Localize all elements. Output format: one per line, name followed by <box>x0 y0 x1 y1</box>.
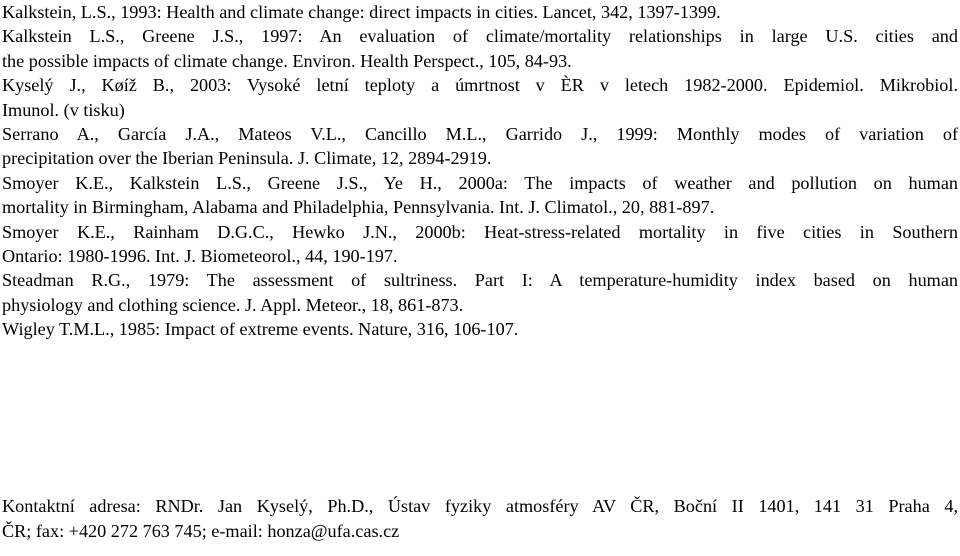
reference-line: Steadman R.G., 1979: The assessment of sultriness. Part I: A temperature-humidity index based on human <box>2 270 958 291</box>
reference-line: Kalkstein, L.S., 1993: Health and climate change: direct impacts in cities. Lancet, 342, 1397-1399. <box>2 2 721 22</box>
contact-line: Kontaktní adresa: RNDr. Jan Kyselý, Ph.D., Ústav fyziky atmosféry AV ČR, Boční II 1401, 141 31 Praha 4, <box>2 496 958 516</box>
contact-address <box>2 494 958 544</box>
reference-line: Imunol. (v tisku) <box>2 99 125 120</box>
reference-line: Smoyer K.E., Kalkstein L.S., Greene J.S., Ye H., 2000a: The impacts of weather and pollution on human <box>2 172 958 193</box>
reference-line: Wigley T.M.L., 1985: Impact of extreme events. Nature, 316, 106-107. <box>2 319 519 340</box>
reference-line: Kyselý J., Køíž B., 2003: Vysoké letní teploty a úmrtnost v ÈR v letech 1982-2000. Epidemiol. Mikrobiol. <box>2 75 958 96</box>
reference-line: Kalkstein L.S., Greene J.S., 1997: An evaluation of climate/mortality relationships in large U.S. cities and <box>2 26 958 47</box>
reference-entry <box>2 171 958 220</box>
reference-list <box>2 0 958 342</box>
reference-entry <box>2 268 958 317</box>
reference-entry <box>2 73 958 122</box>
reference-line: the possible impacts of climate change. Environ. Health Perspect., 105, 84-93. <box>2 50 572 71</box>
reference-entry <box>2 24 958 73</box>
reference-line: Serrano A., García J.A., Mateos V.L., Cancillo M.L., Garrido J., 1999: Monthly modes of variation of <box>2 124 958 145</box>
reference-line: Ontario: 1980-1996. Int. J. Biometeorol., 44, 190-197. <box>2 246 398 267</box>
reference-entry <box>2 0 958 24</box>
reference-line: Smoyer K.E., Rainham D.G.C., Hewko J.N., 2000b: Heat-stress-related mortality in five cities in Southern <box>2 221 958 242</box>
contact-line: ČR; fax: +420 272 763 745; e-mail: honza@ufa.cas.cz <box>2 521 400 541</box>
reference-entry <box>2 317 958 341</box>
reference-entry <box>2 220 958 269</box>
reference-entry <box>2 122 958 171</box>
reference-line: mortality in Birmingham, Alabama and Philadelphia, Pennsylvania. Int. J. Climatol., 20, 881-897. <box>2 197 715 218</box>
reference-line: physiology and clothing science. J. Appl. Meteor., 18, 861-873. <box>2 294 464 315</box>
reference-line: precipitation over the Iberian Peninsula. J. Climate, 12, 2894-2919. <box>2 148 492 169</box>
